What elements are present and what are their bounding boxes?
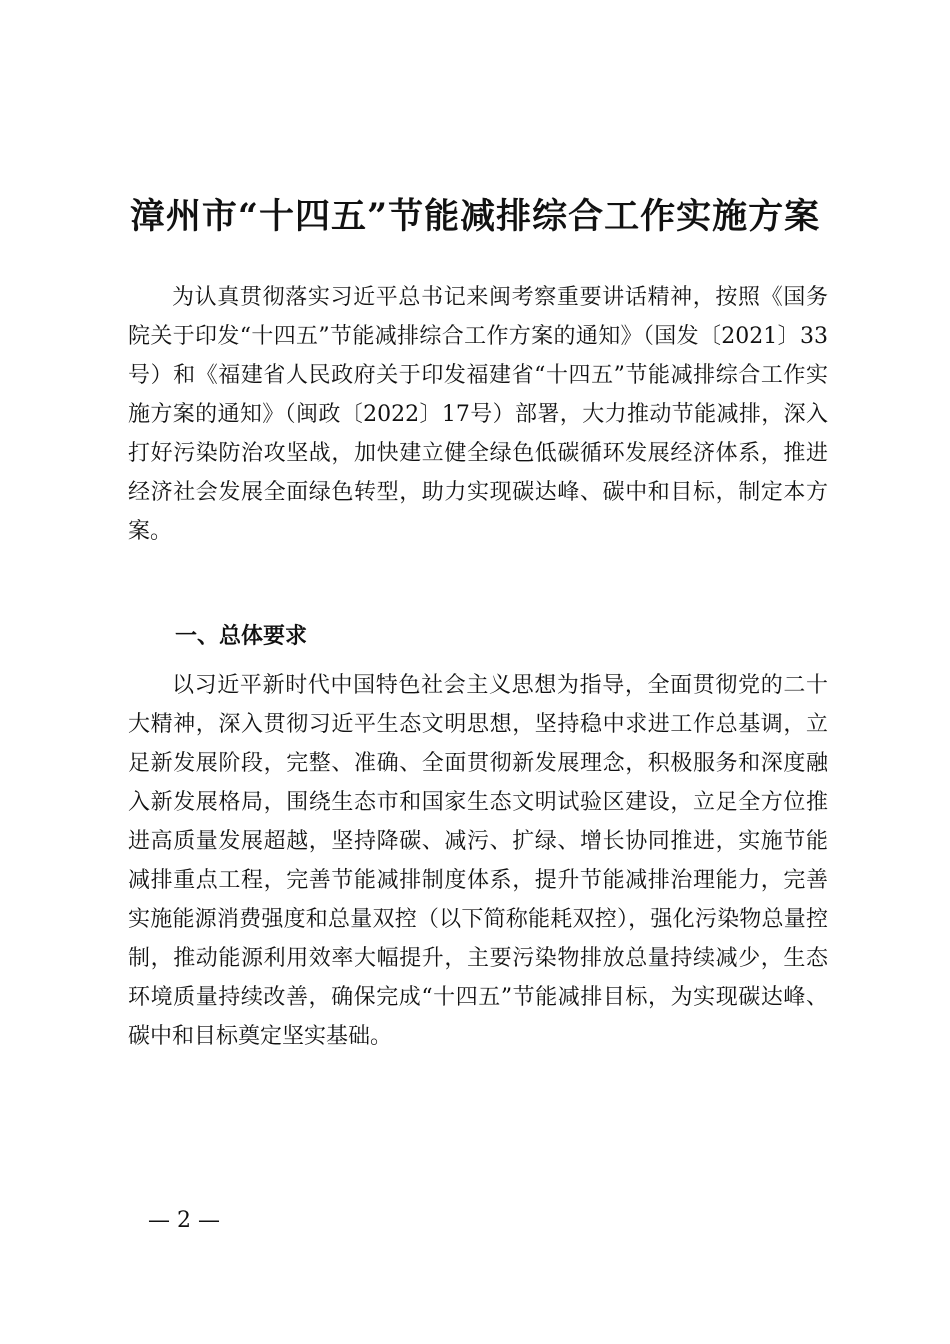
- intro-paragraph: 为认真贯彻落实习近平总书记来闽考察重要讲话精神，按照《国务院关于印发“十四五”节能减排综合工作方案的通知》（国发〔2021〕33号）和《福建省人民政府关于印发福建省“十四五”节能减排综合工作实施方案的通知》（闽政〔2022〕17号）部署，大力推动节能减排，深入打好污染防治攻坚战，加快建立健全绿色低碳循环发展经济体系，推进经济社会发展全面绿色转型，助力实现碳达峰、碳中和目标，制定本方案。: [128, 285, 828, 544]
- document-title: 漳州市“十四五”节能减排综合工作实施方案: [129, 196, 821, 238]
- section-paragraph: 以习近平新时代中国特色社会主义思想为指导，全面贯彻党的二十大精神，深入贯彻习近平生态文明思想，坚持稳中求进工作总基调，立足新发展阶段，完整、准确、全面贯彻新发展理念，积极服务和深度融入新发展格局，围绕生态市和国家生态文明试验区建设，立足全方位推进高质量发展超越，坚持降碳、减污、扩绿、增长协同推进，实施节能减排重点工程，完善节能减排制度体系，提升节能减排治理能力，完善实施能源消费强度和总量双控（以下简称能耗双控），强化污染物总量控制，推动能源利用效率大幅提升，主要污染物排放总量持续减少，生态环境质量持续改善，确保完成“十四五”节能减排目标，为实现碳达峰、碳中和目标奠定坚实基础。: [128, 673, 828, 1049]
- section-heading: 一、总体要求: [175, 624, 308, 649]
- page-number: — 2 —: [148, 1208, 220, 1233]
